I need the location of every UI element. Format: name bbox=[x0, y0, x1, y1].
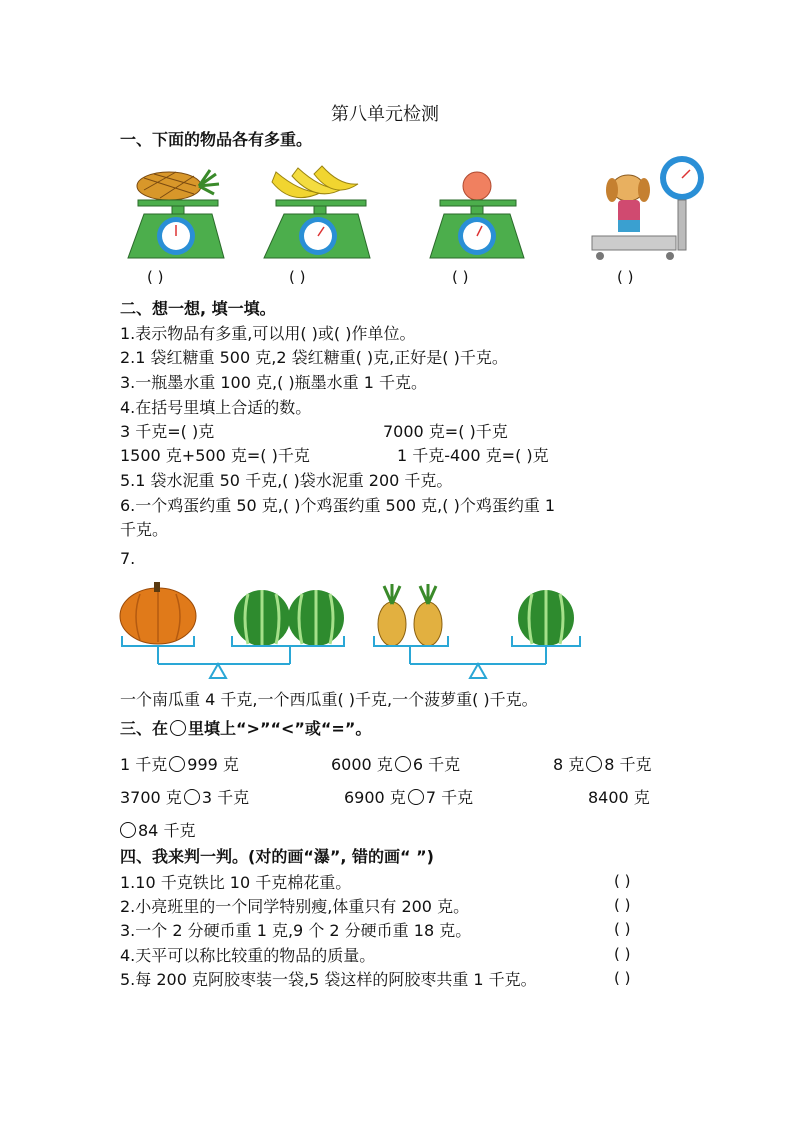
compare-5-right: 7 千克 bbox=[425, 788, 474, 807]
compare-3-right: 8 千克 bbox=[604, 755, 652, 774]
question-2-4a: 3 千克=( )克 bbox=[120, 422, 215, 441]
compare-1 bbox=[120, 752, 239, 775]
section2-heading: 二、想一想, 填一填。 bbox=[120, 299, 276, 318]
pineapple-scale-illustration bbox=[124, 162, 244, 272]
judge-paren-3[interactable]: ( ) bbox=[614, 920, 631, 938]
banana-scale-illustration bbox=[262, 162, 382, 272]
compare-1-left: 1 千克 bbox=[120, 755, 168, 774]
compare-5-left: 6900 克 bbox=[344, 788, 406, 807]
judge-item-1: 1.10 千克铁比 10 千克棉花重。 bbox=[120, 873, 352, 892]
dog-on-scale-illustration bbox=[590, 154, 710, 269]
peach-scale-illustration bbox=[424, 162, 534, 272]
compare-3-left: 8 克 bbox=[553, 755, 585, 774]
compare-2-circle[interactable] bbox=[395, 756, 411, 772]
answer-paren-4[interactable]: ( ) bbox=[617, 268, 634, 286]
judge-paren-1[interactable]: ( ) bbox=[614, 872, 631, 890]
compare-4-left: 3700 克 bbox=[120, 788, 182, 807]
judge-paren-4[interactable]: ( ) bbox=[614, 945, 631, 963]
question-2-3: 3.一瓶墨水重 100 克,( )瓶墨水重 1 千克。 bbox=[120, 373, 427, 392]
question-2-7-label: 7. bbox=[120, 549, 136, 568]
section3-heading-a: 三、在 bbox=[120, 719, 169, 738]
question-2-7-answer: 一个南瓜重 4 千克,一个西瓜重( )千克,一个菠萝重( )千克。 bbox=[120, 690, 538, 709]
judge-item-3: 3.一个 2 分硬币重 1 克,9 个 2 分硬币重 18 克。 bbox=[120, 921, 472, 940]
question-2-4b: 7000 克=( )千克 bbox=[383, 422, 508, 441]
compare-1-right: 999 克 bbox=[187, 755, 239, 774]
answer-paren-2[interactable]: ( ) bbox=[289, 268, 306, 286]
compare-3 bbox=[553, 752, 652, 775]
compare-4 bbox=[120, 785, 249, 808]
question-2-4: 4.在括号里填上合适的数。 bbox=[120, 398, 312, 417]
question-2-2: 2.1 袋红糖重 500 克,2 袋红糖重( )克,正好是( )千克。 bbox=[120, 348, 508, 367]
question-2-6-line1: 6.一个鸡蛋约重 50 克,( )个鸡蛋约重 500 克,( )个鸡蛋约重 1 bbox=[120, 496, 556, 515]
page-title: 第八单元检测 bbox=[331, 104, 439, 125]
judge-item-2: 2.小亮班里的一个同学特别瘦,体重只有 200 克。 bbox=[120, 897, 470, 916]
compare-3-circle[interactable] bbox=[586, 756, 602, 772]
compare-4-right: 3 千克 bbox=[201, 788, 250, 807]
section4-heading: 四、我来判一判。(对的画“瀑”, 错的画“ ”) bbox=[120, 847, 434, 866]
compare-6-left: 8400 克 bbox=[588, 788, 650, 807]
question-2-4c: 1500 克+500 克=( )千克 bbox=[120, 446, 310, 465]
compare-6-circle[interactable] bbox=[120, 822, 136, 838]
section3-heading bbox=[120, 716, 371, 739]
compare-2-right: 6 千克 bbox=[412, 755, 461, 774]
answer-paren-3[interactable]: ( ) bbox=[452, 268, 469, 286]
compare-2 bbox=[331, 752, 460, 775]
question-2-5: 5.1 袋水泥重 50 千克,( )袋水泥重 200 千克。 bbox=[120, 471, 453, 490]
compare-5-circle[interactable] bbox=[408, 789, 424, 805]
compare-6 bbox=[120, 818, 195, 841]
compare-6-right: 84 千克 bbox=[138, 821, 196, 840]
judge-paren-5[interactable]: ( ) bbox=[614, 969, 631, 987]
question-2-1: 1.表示物品有多重,可以用( )或( )作单位。 bbox=[120, 324, 416, 343]
judge-item-5: 5.每 200 克阿胶枣装一袋,5 袋这样的阿胶枣共重 1 千克。 bbox=[120, 970, 537, 989]
answer-paren-1[interactable]: ( ) bbox=[147, 268, 164, 286]
compare-5 bbox=[344, 785, 473, 808]
balance-pumpkin-watermelons bbox=[118, 582, 358, 682]
compare-circle-icon bbox=[170, 720, 186, 736]
judge-item-4: 4.天平可以称比较重的物品的质量。 bbox=[120, 946, 376, 965]
balance-pineapples-watermelon bbox=[370, 582, 590, 682]
judge-paren-2[interactable]: ( ) bbox=[614, 896, 631, 914]
section3-heading-b: 里填上“>”“<”或“=”。 bbox=[188, 719, 372, 738]
section1-heading: 一、下面的物品各有多重。 bbox=[120, 130, 313, 149]
compare-1-circle[interactable] bbox=[169, 756, 185, 772]
compare-4-circle[interactable] bbox=[184, 789, 200, 805]
question-2-6-line2: 千克。 bbox=[120, 520, 169, 539]
compare-2-left: 6000 克 bbox=[331, 755, 393, 774]
question-2-4d: 1 千克-400 克=( )克 bbox=[397, 446, 549, 465]
